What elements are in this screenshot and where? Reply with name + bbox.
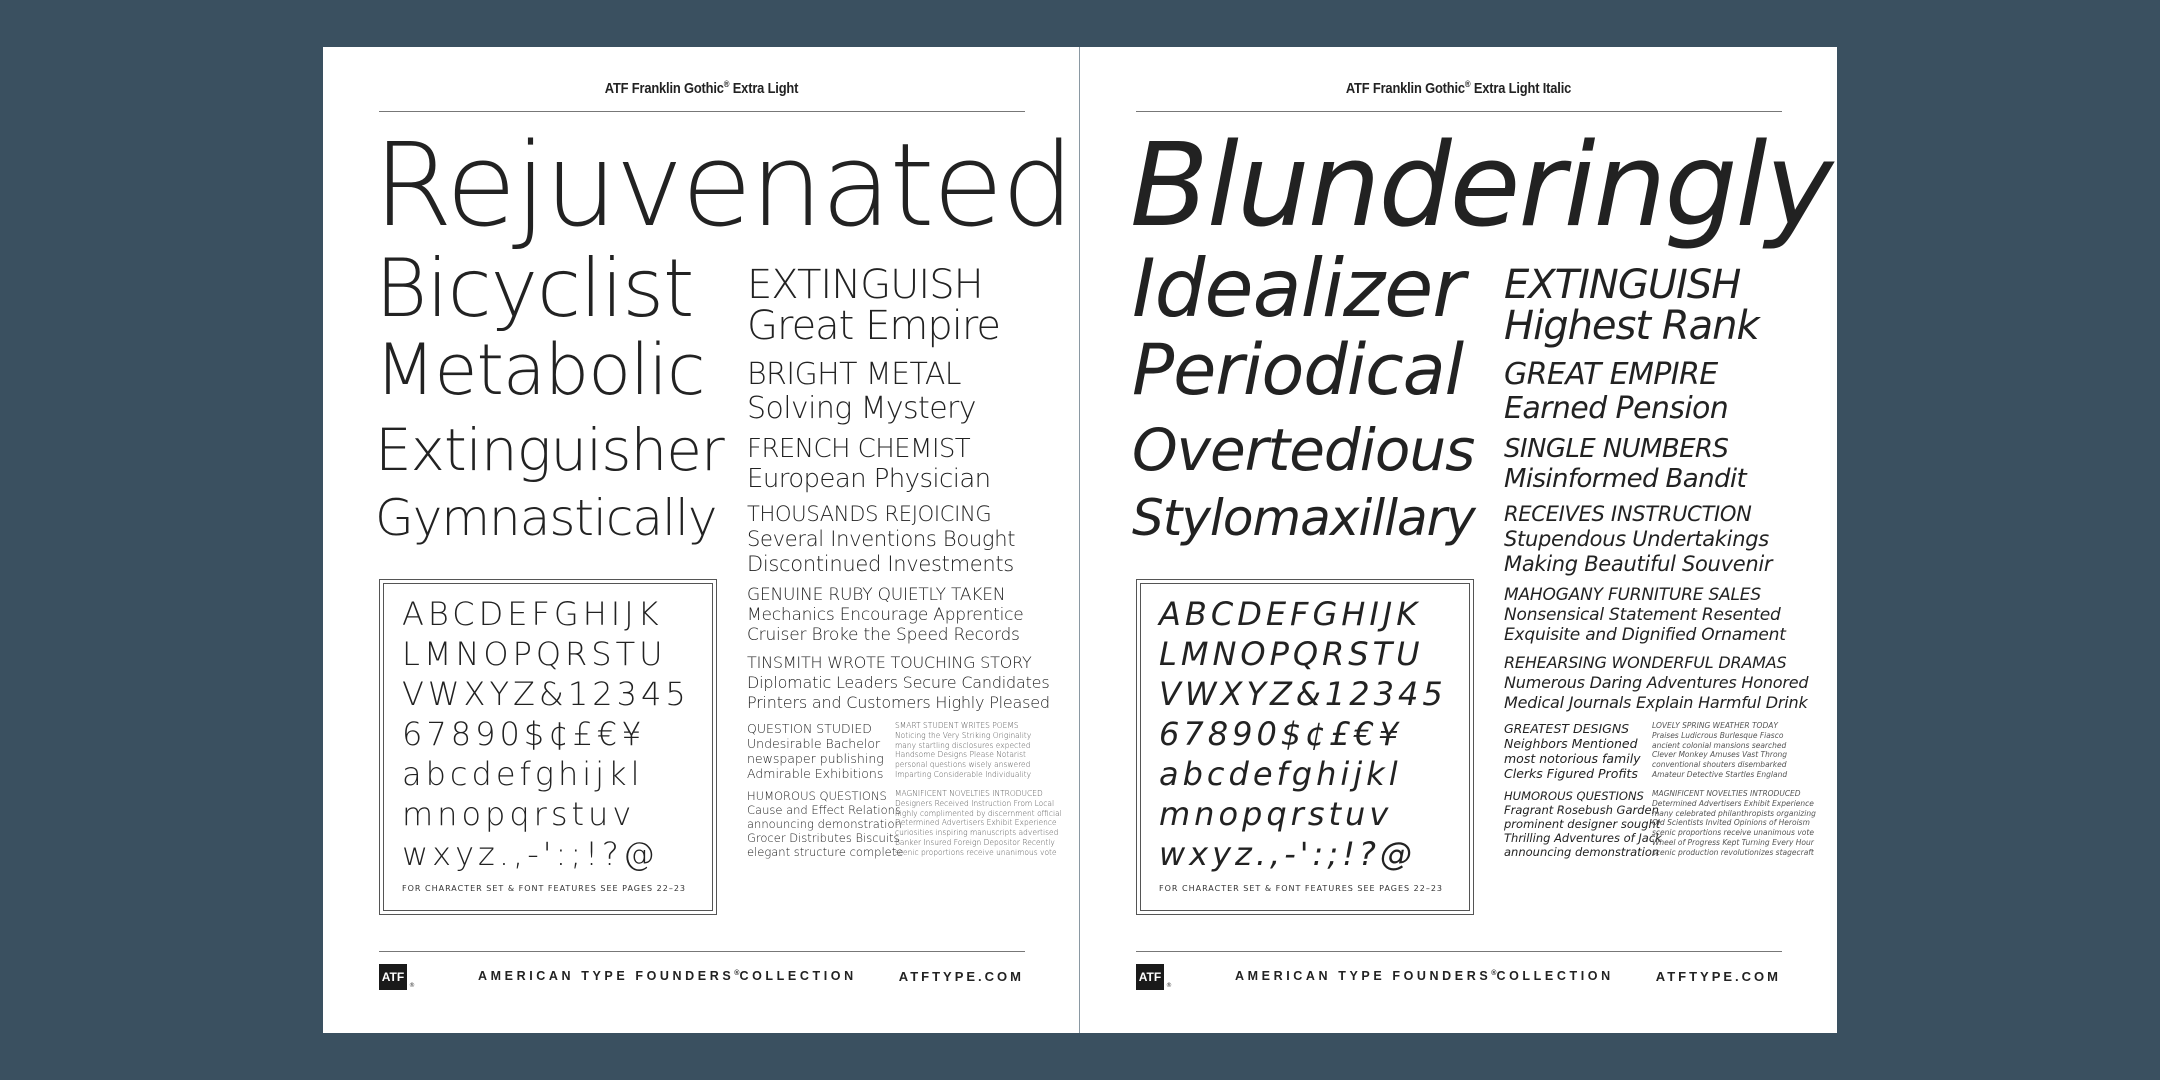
specimen-line: personal questions wisely answered	[895, 760, 1031, 770]
charset-row: ABCDEFGHIJK	[1159, 595, 1422, 633]
specimen-block-8	[1652, 721, 1792, 781]
large-word-column	[1132, 242, 1475, 547]
specimen-line: LOVELY SPRING WEATHER TODAY	[1652, 721, 1778, 730]
specimen-line: Undesirable Bachelor	[747, 736, 881, 751]
specimen-line: GREAT EMPIRE	[1504, 357, 1718, 392]
specimen-block-12	[1504, 789, 1662, 859]
top-rule	[1136, 111, 1782, 112]
registered-mark: ®	[1166, 982, 1172, 989]
bottom-rule	[1136, 951, 1782, 952]
charset-row: VWXYZ&12345	[1159, 675, 1447, 713]
small-specimen-pair	[1504, 789, 1816, 859]
bottom-rule	[379, 951, 1025, 952]
specimen-line: conventional shouters disembarked	[1652, 760, 1787, 770]
specimen-line: Designers Received Instruction From Local	[895, 798, 1055, 808]
charset-row: abcdefghijkl	[402, 755, 644, 793]
small-specimen-pair	[747, 721, 1032, 781]
specimen-line: Praises Ludicrous Burlesque Fiasco	[1652, 730, 1784, 740]
specimen-line: FRENCH CHEMIST	[747, 434, 971, 464]
specimen-line: MAGNIFICENT NOVELTIES INTRODUCED	[895, 789, 1043, 798]
large-word-column	[375, 242, 724, 547]
specimen-line: Mechanics Encourage Apprentice	[747, 605, 1024, 625]
word-specimen: Stylomaxillary	[1132, 489, 1475, 547]
character-set-box	[379, 579, 717, 915]
specimen-line: Solving Mystery	[747, 391, 976, 426]
specimen-line: RECEIVES INSTRUCTION	[1504, 502, 1752, 526]
registered-mark: ®	[409, 982, 415, 989]
specimen-block-7	[895, 789, 1062, 859]
word-specimen: Periodical	[1132, 329, 1464, 411]
specimen-line: Amateur Detective Startles England	[1652, 769, 1788, 779]
specimen-block-16	[747, 653, 1050, 713]
atf-logo: ATF	[379, 964, 407, 990]
specimen-line: EXTINGUISH	[747, 262, 983, 308]
size-waterfall-column	[1504, 262, 1816, 859]
word-specimen: Gymnastically	[375, 489, 717, 547]
specimen-block-22	[747, 502, 1029, 577]
small-specimen-pair	[747, 789, 1062, 859]
specimen-line: Clever Monkey Amuses Vast Throng	[1652, 750, 1788, 760]
specimen-line: curiosities inspiring manuscripts advertised	[895, 828, 1059, 838]
charset-row: abcdefghijkl	[1159, 755, 1402, 793]
specimen-line: elegant structure complete	[747, 845, 904, 859]
specimen-line: Grocer Distributes Biscuits	[747, 831, 900, 845]
specimen-line: scenic production revolutionizes stagecraft	[1652, 847, 1814, 857]
specimen-block-16	[1504, 653, 1809, 713]
specimen-line: Discontinued Investments	[747, 552, 1014, 576]
specimen-line: European Physician	[747, 464, 991, 494]
specimen-block-36	[1504, 358, 1786, 426]
charset-row: LMNOPQRSTU	[1159, 635, 1424, 673]
specimen-line: MAGNIFICENT NOVELTIES INTRODUCED	[1652, 789, 1801, 798]
specimen-line: THOUSANDS REJOICING	[747, 502, 992, 526]
headline-specimen: Rejuvenated	[373, 119, 1073, 253]
word-specimen: Metabolic	[375, 329, 705, 411]
collection-name: AMERICAN TYPE FOUNDERS®COLLECTION	[1235, 969, 1614, 983]
specimen-line: TINSMITH WROTE TOUCHING STORY	[747, 653, 1032, 672]
specimen-line: Numerous Daring Adventures Honored	[1504, 673, 1809, 692]
specimen-line: newspaper publishing	[747, 751, 884, 766]
specimen-line: Determined Advertisers Exhibit Experience	[895, 818, 1057, 828]
specimen-block-12	[747, 789, 904, 859]
specimen-block-18	[747, 585, 1029, 645]
specimen-line: GREATEST DESIGNS	[1504, 721, 1630, 736]
specimen-line: scenic proportions receive unanimous vote	[895, 847, 1057, 857]
specimen-line: Making Beautiful Souvenir	[1504, 552, 1773, 576]
specimen-line: Nonsensical Statement Resented	[1504, 605, 1781, 625]
specimen-line: scenic proportions receive unanimous vote	[1652, 828, 1814, 838]
specimen-line: Several Inventions Bought	[747, 527, 1016, 551]
specimen-line: SMART STUDENT WRITES POEMS	[895, 721, 1019, 730]
charset-row: wxyz.,-':;!?@	[1159, 835, 1416, 873]
specimen-block-48	[1504, 262, 1786, 350]
specimen-line: Noticing the Very Striking Originality	[895, 730, 1032, 740]
charset-row: mnopqrstuv	[402, 795, 636, 833]
specimen-block-13	[1504, 721, 1644, 781]
specimen-line: HUMOROUS QUESTIONS	[1504, 789, 1644, 803]
specimen-line: EXTINGUISH	[1504, 262, 1741, 308]
charset-row: ABCDEFGHIJK	[402, 595, 663, 633]
specimen-line: Highest Rank	[1504, 303, 1759, 349]
specimen-block-48	[747, 262, 1029, 350]
charset-row: LMNOPQRSTU	[402, 635, 667, 673]
specimen-line: Clerks Figured Profits	[1504, 766, 1638, 781]
charset-row: wxyz.,-':;!?@	[402, 835, 659, 873]
specimen-block-13	[747, 721, 887, 781]
website-url: ATFTYPE.COM	[1655, 969, 1781, 984]
specimen-block-7	[1652, 789, 1816, 859]
charset-row: 67890$¢£€¥	[402, 715, 646, 753]
word-specimen: Bicyclist	[375, 242, 694, 335]
headline-specimen: Blunderingly	[1130, 119, 1832, 253]
specimen-line: many startling disclosures expected	[895, 740, 1031, 750]
specimen-page-extra-light	[323, 47, 1080, 1033]
specimen-line: REHEARSING WONDERFUL DRAMAS	[1504, 653, 1787, 672]
specimen-line: announcing demonstration	[1504, 845, 1660, 859]
specimen-line: announcing demonstration	[747, 817, 902, 831]
specimen-line: Exquisite and Dignified Ornament	[1504, 625, 1786, 645]
specimen-line: Wheel of Progress Kept Turning Every Hour	[1652, 837, 1814, 847]
specimen-line: BRIGHT METAL	[747, 357, 961, 392]
specimen-line: MAHOGANY FURNITURE SALES	[1504, 585, 1761, 605]
specimen-block-30	[747, 434, 1029, 494]
character-set-box	[1136, 579, 1474, 915]
atf-logo: ATF	[1136, 964, 1164, 990]
specimen-block-36	[747, 358, 1029, 426]
specimen-line: Admirable Exhibitions	[747, 766, 884, 781]
charset-row: mnopqrstuv	[1159, 795, 1393, 833]
size-waterfall-column	[747, 262, 1062, 859]
specimen-line: Thrilling Adventures of Jack	[1504, 831, 1662, 845]
specimen-line: Banker Insured Foreign Depositor Recently	[895, 837, 1055, 847]
specimen-line: Cause and Effect Relations	[747, 803, 901, 817]
specimen-line: highly complimented by discernment official	[895, 808, 1062, 818]
specimen-line: HUMOROUS QUESTIONS	[747, 789, 887, 803]
charset-note: FOR CHARACTER SET & FONT FEATURES SEE PAGES 22–23	[402, 884, 687, 893]
specimen-line: Great Empire	[747, 303, 1000, 349]
page-title: ATF Franklin Gothic® Extra Light Italic	[1345, 79, 1572, 97]
specimen-line: GENUINE RUBY QUIETLY TAKEN	[747, 585, 1006, 605]
specimen-block-18	[1504, 585, 1786, 645]
specimen-line: many celebrated philanthropists organizing	[1652, 808, 1816, 818]
specimen-line: Fragrant Rosebush Garden	[1504, 803, 1659, 817]
specimen-line: most notorious family	[1504, 751, 1641, 766]
specimen-line: Handsome Designs Please Notarist	[895, 750, 1026, 760]
specimen-line: Imparting Considerable Individuality	[895, 769, 1032, 779]
charset-note: FOR CHARACTER SET & FONT FEATURES SEE PAGES 22–23	[1159, 884, 1444, 893]
specimen-line: SINGLE NUMBERS	[1504, 434, 1729, 464]
specimen-line: Cruiser Broke the Speed Records	[747, 625, 1020, 645]
small-specimen-pair	[1504, 721, 1786, 781]
specimen-line: Determined Advertisers Exhibit Experience	[1652, 798, 1814, 808]
specimen-line: ancient colonial mansions searched	[1652, 740, 1787, 750]
specimen-line: Printers and Customers Highly Pleased	[747, 693, 1050, 712]
charset-row: 67890$¢£€¥	[1159, 715, 1403, 753]
specimen-block-30	[1504, 434, 1786, 494]
specimen-line: Misinformed Bandit	[1504, 464, 1747, 494]
specimen-line: Old Scientists Invited Opinions of Heroism	[1652, 818, 1810, 828]
top-rule	[379, 111, 1025, 112]
charset-row: VWXYZ&12345	[402, 675, 690, 713]
specimen-line: Medical Journals Explain Harmful Drink	[1504, 693, 1808, 712]
specimen-line: prominent designer sought	[1504, 817, 1661, 831]
specimen-block-8	[895, 721, 1035, 781]
word-specimen: Overtedious	[1132, 416, 1475, 484]
specimen-line: Neighbors Mentioned	[1504, 736, 1638, 751]
word-specimen: Extinguisher	[375, 416, 724, 484]
specimen-line: Earned Pension	[1504, 391, 1729, 426]
specimen-line: QUESTION STUDIED	[747, 721, 872, 736]
website-url: ATFTYPE.COM	[898, 969, 1024, 984]
collection-name: AMERICAN TYPE FOUNDERS®COLLECTION	[478, 969, 857, 983]
specimen-page-extra-light-italic	[1080, 47, 1837, 1033]
word-specimen: Idealizer	[1132, 242, 1465, 335]
specimen-line: Diplomatic Leaders Secure Candidates	[747, 673, 1050, 692]
specimen-block-22	[1504, 502, 1786, 577]
specimen-line: Stupendous Undertakings	[1504, 527, 1769, 551]
page-title: ATF Franklin Gothic® Extra Light	[604, 79, 799, 97]
